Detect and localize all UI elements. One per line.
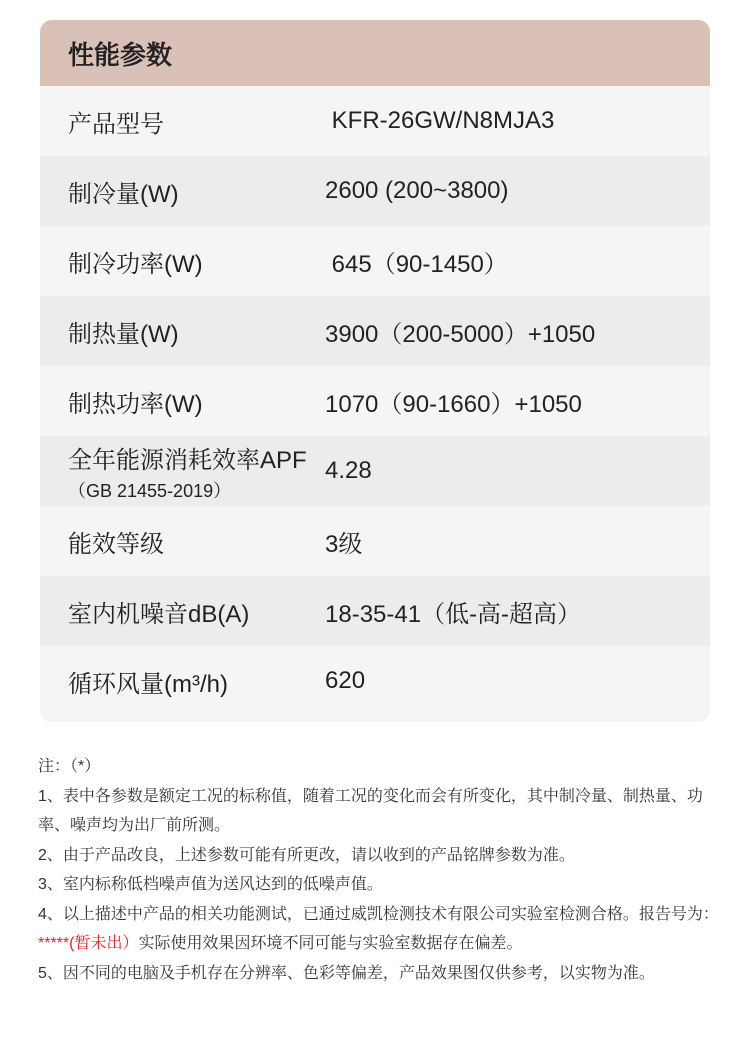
spec-row-cooling-capacity [40,156,710,226]
note-4 [38,900,728,959]
spec-label: 循环风量(m³/h) [68,670,228,698]
spec-label: 制冷功率(W) [68,250,203,278]
note-4-text: 4、以上描述中产品的相关功能测试，已通过威凯检测技术有限公司实验室检测合格。报告号为： [38,905,719,923]
spec-row-heating-power [40,366,710,436]
notes-title: 注：（*） [38,758,101,775]
spec-row-indoor-noise [40,576,710,646]
spec-rows [40,86,710,716]
report-number-pending: *****(暂未出） [38,935,139,952]
spec-label: 室内机噪音dB(A) [68,600,250,628]
spec-value: 620 [325,667,366,694]
spec-sublabel: （GB 21455-2019） [68,480,232,501]
spec-value: KFR-26GW/N8MJA3 [325,107,555,134]
spec-value: 1070（90-1660）+1050 [325,390,582,418]
note-2: 2、由于产品改良，上述参数可能有所更改，请以收到的产品铭牌参数为准。 [38,846,575,864]
spec-card [40,20,710,722]
spec-label: 制热量(W) [68,320,179,348]
note-3: 3、室内标称低档噪声值为送风达到的低噪声值。 [38,876,383,893]
note-5: 5、因不同的电脑及手机存在分辨率、色彩等偏差，产品效果图仅供参考，以实物为准。 [38,964,655,982]
spec-value: 4.28 [325,457,372,484]
spec-row-efficiency-grade [40,506,710,576]
note-1: 1、表中各参数是额定工况的标称值，随着工况的变化而会有所变化，其中制冷量、制热量、功率、噪声均为出厂前所测。 [38,787,703,834]
spec-value: 3900（200-5000）+1050 [325,320,596,348]
spec-table-title: 性能参数 [40,20,710,86]
note-4-tail: 实际使用效果因环境不同可能与实验室数据存在偏差。 [138,935,523,952]
spec-row-model [40,86,710,156]
spec-label-group [40,440,325,503]
spec-label: 能效等级 [68,530,164,558]
spec-row-airflow [40,646,710,716]
spec-label: 产品型号 [68,110,164,138]
spec-value: 2600 (200~3800) [325,177,509,204]
spec-row-apf [40,436,710,506]
spec-label: 制热功率(W) [68,390,203,418]
spec-row-heating-capacity [40,296,710,366]
spec-value: 645（90-1450） [325,250,508,278]
spec-label: 全年能源消耗效率APF [68,446,307,474]
spec-value: 3级 [325,530,363,558]
spec-value: 18-35-41（低-高-超高） [325,600,582,628]
spec-label: 制冷量(W) [68,180,179,208]
footnotes [38,752,728,988]
spec-row-cooling-power [40,226,710,296]
